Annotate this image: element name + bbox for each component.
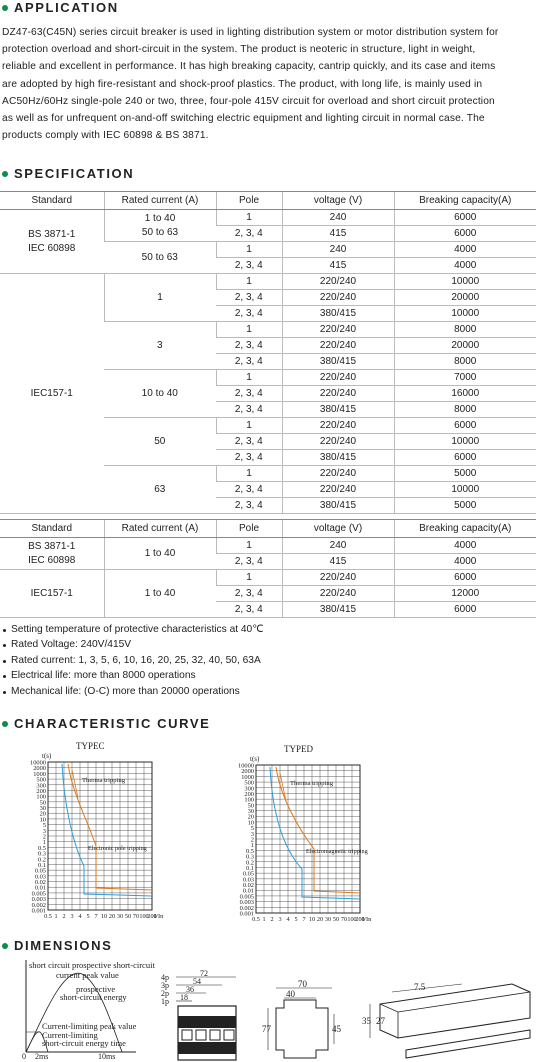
wave-x-2ms: 2ms bbox=[35, 1052, 49, 1060]
value-cell: 2, 3, 4 bbox=[216, 450, 282, 466]
x-tick-label: 7 bbox=[94, 913, 98, 920]
y-tick-label: 0.01 bbox=[34, 884, 46, 892]
table-header-row bbox=[0, 520, 536, 538]
value-cell: 4000 bbox=[394, 258, 536, 274]
value-cell: 220/240 bbox=[282, 322, 394, 338]
value-cell: 20000 bbox=[394, 290, 536, 306]
value-cell: 220/240 bbox=[282, 466, 394, 482]
value-cell: 10000 bbox=[394, 482, 536, 498]
value-cell: 6000 bbox=[394, 210, 536, 226]
y-tick-label: 10000 bbox=[238, 762, 254, 770]
value-cell: 16000 bbox=[394, 386, 536, 402]
value-cell: 415 bbox=[282, 226, 394, 242]
value-cell: 2, 3, 4 bbox=[216, 226, 282, 242]
value-cell: 415 bbox=[282, 554, 394, 570]
table-header-cell: voltage (V) bbox=[282, 520, 394, 538]
value-cell: 1 bbox=[216, 210, 282, 226]
front-view-diagram bbox=[160, 970, 240, 1062]
y-tick-label: 0.002 bbox=[239, 904, 254, 912]
value-cell: 6000 bbox=[394, 226, 536, 242]
curve-label-2: Electromagnetic tripping bbox=[306, 848, 368, 855]
y-tick-label: 2000 bbox=[33, 765, 46, 773]
application-line: are adopted by high fire-resistant and shock-proof plastics. The product, with long life, is mainly used in bbox=[2, 78, 483, 90]
table-header-cell: Breaking capacity(A) bbox=[394, 520, 536, 538]
value-cell: 240 bbox=[282, 210, 394, 226]
value-cell: 220/240 bbox=[282, 370, 394, 386]
y-tick-label: 200 bbox=[244, 790, 254, 798]
value-cell: 380/415 bbox=[282, 602, 394, 618]
x-tick-label: 0.5 bbox=[252, 916, 260, 923]
table-header-cell: voltage (V) bbox=[282, 192, 394, 210]
x-tick-label: 3 bbox=[70, 913, 74, 920]
value-cell: 380/415 bbox=[282, 306, 394, 322]
section-bullet-icon bbox=[2, 943, 8, 949]
y-tick-label: 2 bbox=[42, 833, 46, 841]
x-tick-label: 70 bbox=[132, 913, 140, 920]
standard-cell: IEC157-1 bbox=[0, 570, 104, 618]
table-header-cell: Breaking capacity(A) bbox=[394, 192, 536, 210]
table-row bbox=[0, 570, 536, 586]
y-tick-label: 0.2 bbox=[246, 859, 254, 867]
y-tick-label: 20 bbox=[247, 813, 254, 821]
value-cell: 4000 bbox=[394, 538, 536, 554]
x-tick-label: 3 bbox=[278, 916, 282, 923]
curve-label-1: Therma tripping bbox=[82, 777, 126, 784]
note-item: Rated Voltage: 240V/415V bbox=[3, 637, 264, 652]
value-cell: 6000 bbox=[394, 602, 536, 618]
y-tick-label: 0.5 bbox=[38, 844, 46, 852]
y-tick-label: 30 bbox=[247, 808, 254, 816]
value-cell: 220/240 bbox=[282, 434, 394, 450]
y-tick-label: 0.05 bbox=[242, 870, 254, 878]
y-tick-label: 300 bbox=[244, 785, 254, 793]
value-cell: 4000 bbox=[394, 554, 536, 570]
specification-table-1 bbox=[0, 191, 536, 514]
x-tick-label: 100 bbox=[347, 916, 357, 923]
value-cell: 2, 3, 4 bbox=[216, 354, 282, 370]
y-tick-label: 0.02 bbox=[242, 882, 254, 890]
table-header-cell: Rated current (A) bbox=[104, 192, 216, 210]
y-tick-label: 0.001 bbox=[239, 910, 254, 918]
y-tick-label: 0.001 bbox=[31, 907, 46, 915]
toggle-3 bbox=[210, 1030, 220, 1040]
dim-35: 35 bbox=[362, 1016, 371, 1026]
application-heading bbox=[2, 0, 119, 15]
value-cell: 1 bbox=[216, 242, 282, 258]
x-tick-label: 7 bbox=[302, 916, 306, 923]
dim-40: 40 bbox=[286, 989, 295, 999]
note-item: Rated current: 1, 3, 5, 6, 10, 16, 20, 25, 32, 40, 50, 63A bbox=[3, 653, 264, 668]
rated-current-cell: 1 to 40 bbox=[104, 538, 216, 570]
wave-label-7: short-circuit energy time bbox=[42, 1038, 126, 1048]
value-cell: 1 bbox=[216, 466, 282, 482]
value-cell: 220/240 bbox=[282, 570, 394, 586]
x-tick-label: 30 bbox=[324, 916, 332, 923]
note-item: Electrical life: more than 8000 operations bbox=[3, 668, 264, 683]
rated-current-cell: 10 to 40 bbox=[104, 370, 216, 418]
value-cell: 10000 bbox=[394, 434, 536, 450]
rated-current-cell: 50 bbox=[104, 418, 216, 466]
x-tick-label: 20 bbox=[108, 913, 116, 920]
table-header-row bbox=[0, 192, 536, 210]
y-tick-label: 5 bbox=[42, 822, 46, 830]
x-tick-label: 2 bbox=[62, 913, 66, 920]
value-cell: 8000 bbox=[394, 354, 536, 370]
value-cell: 1 bbox=[216, 322, 282, 338]
wave-label-5: Current-limiting peak value bbox=[42, 1021, 137, 1031]
note-item: Setting temperature of protective characteristics at 40℃ bbox=[3, 622, 264, 637]
rated-current-cell: 1 to 40 50 to 63 bbox=[104, 210, 216, 242]
value-cell: 6000 bbox=[394, 570, 536, 586]
y-tick-label: 0.02 bbox=[34, 879, 46, 887]
x-tick-label: 200 bbox=[355, 916, 365, 923]
value-cell: 2, 3, 4 bbox=[216, 258, 282, 274]
x-tick-label: 2 bbox=[270, 916, 274, 923]
x-tick-label: 100 bbox=[139, 913, 149, 920]
note-item: Mechanical life: (O-C) more than 20000 operations bbox=[3, 684, 264, 699]
value-cell: 2, 3, 4 bbox=[216, 386, 282, 402]
dim-45: 45 bbox=[332, 1024, 341, 1034]
value-cell: 2, 3, 4 bbox=[216, 586, 282, 602]
breaker-band-bottom bbox=[178, 1042, 236, 1054]
y-tick-label: 2 bbox=[250, 836, 254, 844]
y-tick-label: 0.003 bbox=[239, 899, 254, 907]
rated-current-cell: 63 bbox=[104, 466, 216, 514]
value-cell: 2, 3, 4 bbox=[216, 402, 282, 418]
type-c-curve bbox=[18, 738, 186, 920]
y-tick-label: 500 bbox=[244, 779, 254, 787]
value-cell: 2, 3, 4 bbox=[216, 498, 282, 514]
value-cell: 6000 bbox=[394, 418, 536, 434]
value-cell: 20000 bbox=[394, 338, 536, 354]
x-tick-label: 50 bbox=[332, 916, 340, 923]
value-cell: 8000 bbox=[394, 322, 536, 338]
curve-type-title: TYPED bbox=[284, 744, 313, 754]
value-cell: 380/415 bbox=[282, 354, 394, 370]
x-tick-label: 10 bbox=[308, 916, 316, 923]
value-cell: 220/240 bbox=[282, 338, 394, 354]
curve-label-1: Therma tripping bbox=[290, 780, 334, 787]
y-tick-label: 10 bbox=[247, 819, 254, 827]
value-cell: 1 bbox=[216, 570, 282, 586]
wave-label-1: short circuit prospective short-circuit bbox=[29, 960, 155, 970]
value-cell: 2, 3, 4 bbox=[216, 482, 282, 498]
value-cell: 1 bbox=[216, 538, 282, 554]
value-cell: 2, 3, 4 bbox=[216, 554, 282, 570]
x-tick-label: 4 bbox=[286, 916, 290, 923]
rated-current-cell: 3 bbox=[104, 322, 216, 370]
table-row bbox=[0, 538, 536, 554]
value-cell: 4000 bbox=[394, 242, 536, 258]
curve-y-unit: t(s) bbox=[42, 752, 52, 760]
value-cell: 2, 3, 4 bbox=[216, 338, 282, 354]
application-line: DZ47-63(C45N) series circuit breaker is used in lighting distribution system or motor distribution system for bbox=[2, 27, 499, 38]
value-cell: 415 bbox=[282, 258, 394, 274]
table-header-cell: Standard bbox=[0, 520, 104, 538]
value-cell: 8000 bbox=[394, 402, 536, 418]
pole-label-4p: 4p bbox=[161, 973, 169, 982]
value-cell: 12000 bbox=[394, 586, 536, 602]
pole-label-3p: 3p bbox=[161, 981, 169, 990]
y-tick-label: 0.1 bbox=[246, 864, 254, 872]
dimensions-title: DIMENSIONS bbox=[14, 938, 113, 953]
y-tick-label: 3 bbox=[42, 827, 46, 835]
specification-title: SPECIFICATION bbox=[14, 166, 135, 181]
y-tick-label: 100 bbox=[36, 793, 46, 801]
curve-type-title: TYPEC bbox=[76, 741, 105, 751]
value-cell: 1 bbox=[216, 370, 282, 386]
y-tick-label: 1 bbox=[250, 842, 254, 850]
dim-54: 54 bbox=[193, 977, 201, 986]
application-line: AC50Hz/60Hz single-pole 240 or two, three, four-pole 415V circuit for overload and short circuit protection bbox=[2, 95, 495, 107]
section-bullet-icon bbox=[2, 171, 8, 177]
wave-x-10ms: 10ms bbox=[98, 1052, 116, 1060]
dimensions-heading bbox=[2, 938, 112, 953]
y-tick-label: 10000 bbox=[30, 759, 46, 767]
x-tick-label: 70 bbox=[340, 916, 348, 923]
value-cell: 220/240 bbox=[282, 418, 394, 434]
y-tick-label: 500 bbox=[36, 776, 46, 784]
y-tick-label: 0.03 bbox=[242, 876, 254, 884]
curve-heading bbox=[2, 716, 210, 731]
value-cell: 10000 bbox=[394, 306, 536, 322]
y-tick-label: 200 bbox=[36, 787, 46, 795]
value-cell: 5000 bbox=[394, 466, 536, 482]
application-line: as well as for unfrequent on-and-off switching electric equipment and lighting circuit in normal case. The bbox=[2, 113, 485, 125]
table-header-cell: Pole bbox=[216, 192, 282, 210]
y-tick-label: 0.01 bbox=[242, 887, 254, 895]
x-tick-label: 0.5 bbox=[44, 913, 52, 920]
value-cell: 7000 bbox=[394, 370, 536, 386]
x-tick-label: 50 bbox=[124, 913, 132, 920]
value-cell: 220/240 bbox=[282, 290, 394, 306]
x-tick-label: 10 bbox=[100, 913, 108, 920]
value-cell: 2, 3, 4 bbox=[216, 290, 282, 306]
x-tick-label: 200 bbox=[147, 913, 157, 920]
curve-y-unit: t(s) bbox=[250, 755, 260, 763]
curve-label-2: Electronic pole tripping bbox=[88, 845, 147, 852]
y-tick-label: 300 bbox=[36, 782, 46, 790]
section-bullet-icon bbox=[2, 5, 8, 11]
value-cell: 2, 3, 4 bbox=[216, 602, 282, 618]
y-tick-label: 10 bbox=[39, 816, 46, 824]
rated-current-cell: 50 to 63 bbox=[104, 242, 216, 274]
value-cell: 5000 bbox=[394, 498, 536, 514]
y-tick-label: 0.003 bbox=[31, 896, 46, 904]
dim-77: 77 bbox=[262, 1024, 271, 1034]
y-tick-label: 0.2 bbox=[38, 856, 46, 864]
y-tick-label: 0.3 bbox=[38, 850, 46, 858]
value-cell: 220/240 bbox=[282, 386, 394, 402]
specification-notes bbox=[3, 622, 264, 699]
specification-heading bbox=[2, 166, 134, 181]
y-tick-label: 30 bbox=[39, 805, 46, 813]
application-line: reliable and excellent in performance. It has high breaking capacity, cantrip quickly, and its case and items bbox=[2, 61, 496, 73]
value-cell: 380/415 bbox=[282, 498, 394, 514]
value-cell: 240 bbox=[282, 538, 394, 554]
value-cell: 2, 3, 4 bbox=[216, 434, 282, 450]
y-tick-label: 1000 bbox=[241, 773, 254, 781]
wave-label-2: current peak value bbox=[56, 970, 119, 980]
dim-7-5: 7.5 bbox=[414, 982, 426, 992]
application-title: APPLICATION bbox=[14, 0, 119, 15]
value-cell: 380/415 bbox=[282, 450, 394, 466]
table-header-cell: Pole bbox=[216, 520, 282, 538]
dim-line-7-5 bbox=[392, 984, 462, 992]
curve-x-unit: I/In bbox=[362, 916, 372, 923]
section-bullet-icon bbox=[2, 721, 8, 727]
toggle-1 bbox=[182, 1030, 192, 1040]
x-tick-label: 30 bbox=[116, 913, 124, 920]
y-tick-label: 0.3 bbox=[246, 853, 254, 861]
toggle-4 bbox=[224, 1030, 234, 1040]
value-cell: 2, 3, 4 bbox=[216, 306, 282, 322]
value-cell: 240 bbox=[282, 242, 394, 258]
wave-label-3: prospective bbox=[76, 984, 116, 994]
y-tick-label: 1 bbox=[42, 839, 46, 847]
table-row bbox=[0, 210, 536, 226]
table-header-cell: Rated current (A) bbox=[104, 520, 216, 538]
y-tick-label: 5 bbox=[250, 825, 254, 833]
x-tick-label: 4 bbox=[78, 913, 82, 920]
y-tick-label: 0.03 bbox=[34, 873, 46, 881]
standard-cell: BS 3871-1 IEC 60898 bbox=[0, 210, 104, 274]
application-line: products comply with IEC 60898 & BS 3871. bbox=[2, 130, 209, 142]
value-cell: 6000 bbox=[394, 450, 536, 466]
dim-70: 70 bbox=[298, 979, 307, 989]
y-tick-label: 0.5 bbox=[246, 847, 254, 855]
x-tick-label: 1 bbox=[54, 913, 58, 920]
y-tick-label: 100 bbox=[244, 796, 254, 804]
type-d-curve bbox=[226, 741, 394, 923]
y-tick-label: 0.005 bbox=[239, 893, 254, 901]
toggle-2 bbox=[196, 1030, 206, 1040]
curve-title: CHARACTERISTIC CURVE bbox=[14, 716, 211, 731]
x-tick-label: 5 bbox=[86, 913, 90, 920]
value-cell: 220/240 bbox=[282, 274, 394, 290]
din-rail-diagram bbox=[362, 978, 534, 1062]
value-cell: 1 bbox=[216, 418, 282, 434]
application-line: protection overload and short-circuit in the system. The product is neoteric in structure, light in weight, bbox=[2, 44, 476, 56]
y-tick-label: 0.005 bbox=[31, 890, 46, 898]
y-tick-label: 3 bbox=[250, 830, 254, 838]
rated-current-cell: 1 to 40 bbox=[104, 570, 216, 618]
dim-18: 18 bbox=[180, 993, 188, 1002]
y-tick-label: 1000 bbox=[33, 770, 46, 778]
curve-x-unit: I/In bbox=[154, 913, 164, 920]
y-tick-label: 0.1 bbox=[38, 861, 46, 869]
wave-x-0: 0 bbox=[22, 1052, 26, 1060]
y-tick-label: 50 bbox=[247, 802, 254, 810]
x-tick-label: 20 bbox=[316, 916, 324, 923]
wave-label-6: Current-limiting bbox=[42, 1030, 98, 1040]
value-cell: 380/415 bbox=[282, 402, 394, 418]
value-cell: 220/240 bbox=[282, 482, 394, 498]
value-cell: 220/240 bbox=[282, 586, 394, 602]
dim-36: 36 bbox=[186, 985, 194, 994]
dim-27: 27 bbox=[376, 1016, 385, 1026]
standard-cell: BS 3871-1 IEC 60898 bbox=[0, 538, 104, 570]
x-tick-label: 5 bbox=[294, 916, 298, 923]
x-tick-label: 1 bbox=[262, 916, 266, 923]
specification-table-2 bbox=[0, 519, 536, 618]
side-profile bbox=[276, 1000, 328, 1058]
side-view-diagram bbox=[262, 978, 344, 1062]
table-row bbox=[0, 274, 536, 290]
breaker-band-top bbox=[178, 1016, 236, 1028]
value-cell: 1 bbox=[216, 274, 282, 290]
rated-current-cell: 1 bbox=[104, 274, 216, 322]
application-paragraph bbox=[2, 24, 535, 144]
table-header-cell: Standard bbox=[0, 192, 104, 210]
wave-label-4: short-circuit energy bbox=[60, 992, 127, 1002]
dim-72: 72 bbox=[200, 970, 208, 978]
y-tick-label: 0.002 bbox=[31, 901, 46, 909]
y-tick-label: 2000 bbox=[241, 768, 254, 776]
y-tick-label: 50 bbox=[39, 799, 46, 807]
waveform-diagram bbox=[18, 958, 168, 1062]
y-tick-label: 20 bbox=[39, 810, 46, 818]
standard-cell: IEC157-1 bbox=[0, 274, 104, 514]
value-cell: 10000 bbox=[394, 274, 536, 290]
pole-label-1p: 1p bbox=[161, 997, 169, 1006]
pole-label-2p: 2p bbox=[161, 989, 169, 998]
y-tick-label: 0.05 bbox=[34, 867, 46, 875]
